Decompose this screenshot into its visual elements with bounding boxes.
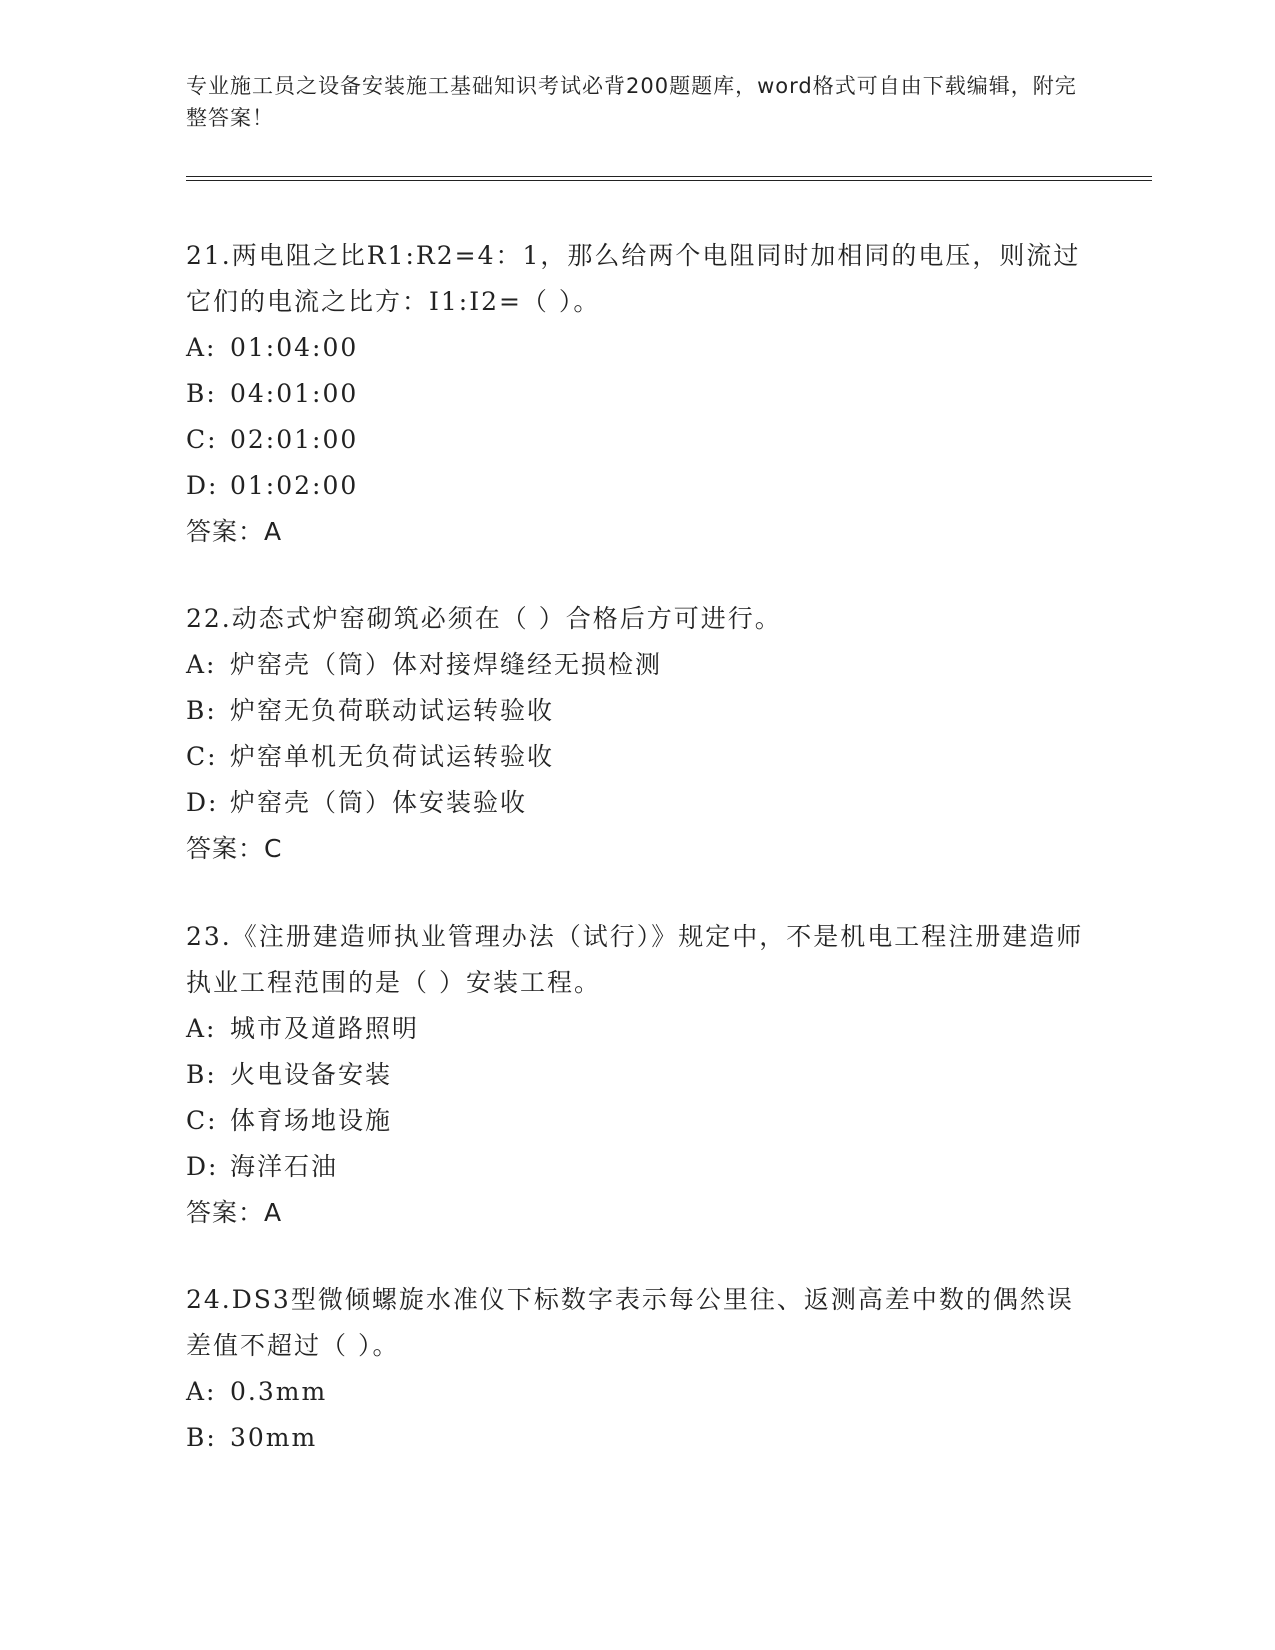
option-letter: B: (186, 379, 217, 408)
option-letter: A: (186, 1377, 217, 1406)
answer-value: A (264, 517, 283, 546)
answer-line (186, 509, 1086, 555)
question-23 (186, 914, 1086, 1236)
option-letter: D: (186, 1152, 219, 1181)
answer-line (186, 1190, 1086, 1236)
option-c (186, 1098, 1086, 1144)
option-text: 炉窑单机无负荷试运转验收 (230, 742, 555, 771)
header-divider-top (186, 176, 1152, 177)
option-letter: C: (186, 742, 218, 771)
answer-value: A (264, 1198, 283, 1227)
option-text: 01:02:00 (230, 471, 359, 500)
option-b (186, 1415, 1086, 1461)
option-c (186, 417, 1086, 463)
option-text: 02:01:00 (230, 425, 359, 454)
option-b (186, 688, 1086, 734)
header-divider-bottom (186, 180, 1152, 181)
option-letter: B: (186, 1423, 217, 1452)
document-header: 专业施工员之设备安装施工基础知识考试必背200题题库，word格式可自由下载编辑，附完整答案！ (186, 74, 1077, 130)
option-letter: B: (186, 1060, 217, 1089)
answer-line (186, 826, 1086, 872)
question-text: 24.DS3型微倾螺旋水准仪下标数字表示每公里往、返测高差中数的偶然误差值不超过（ ）。 (186, 1285, 1074, 1360)
option-text: 01:04:00 (230, 333, 359, 362)
option-text: 火电设备安装 (230, 1060, 393, 1089)
option-a (186, 642, 1086, 688)
option-letter: D: (186, 471, 219, 500)
option-b (186, 371, 1086, 417)
option-b (186, 1052, 1086, 1098)
option-text: 0.3mm (230, 1377, 328, 1406)
option-text: 炉窑壳（筒）体对接焊缝经无损检测 (230, 650, 663, 679)
option-letter: D: (186, 788, 219, 817)
question-text: 22.动态式炉窑砌筑必须在（ ）合格后方可进行。 (186, 604, 782, 633)
question-21 (186, 233, 1086, 555)
option-d (186, 463, 1086, 509)
option-text: 城市及道路照明 (230, 1014, 420, 1043)
option-text: 04:01:00 (230, 379, 359, 408)
option-letter: A: (186, 333, 217, 362)
option-d (186, 780, 1086, 826)
option-letter: B: (186, 696, 217, 725)
option-text: 炉窑壳（筒）体安装验收 (230, 788, 528, 817)
option-text: 海洋石油 (230, 1152, 339, 1181)
option-text: 炉窑无负荷联动试运转验收 (230, 696, 555, 725)
question-text: 21.两电阻之比R1:R2=4：1，那么给两个电阻同时加相同的电压，则流过它们的电流之比方：I1:I2=（ ）。 (186, 241, 1081, 316)
answer-label: 答案： (186, 834, 265, 863)
option-letter: C: (186, 425, 218, 454)
option-a (186, 1006, 1086, 1052)
option-text: 体育场地设施 (230, 1106, 393, 1135)
option-letter: A: (186, 1014, 217, 1043)
answer-value: C (264, 834, 283, 863)
question-24 (186, 1277, 1086, 1461)
answer-label: 答案： (186, 517, 265, 546)
option-a (186, 1369, 1086, 1415)
option-c (186, 734, 1086, 780)
option-d (186, 1144, 1086, 1190)
option-letter: C: (186, 1106, 218, 1135)
option-letter: A: (186, 650, 217, 679)
question-22 (186, 596, 1086, 872)
option-text: 30mm (230, 1423, 318, 1452)
answer-label: 答案： (186, 1198, 265, 1227)
option-a (186, 325, 1086, 371)
question-text: 23.《注册建造师执业管理办法（试行）》规定中，不是机电工程注册建造师执业工程范围的是（ ）安装工程。 (186, 922, 1084, 997)
